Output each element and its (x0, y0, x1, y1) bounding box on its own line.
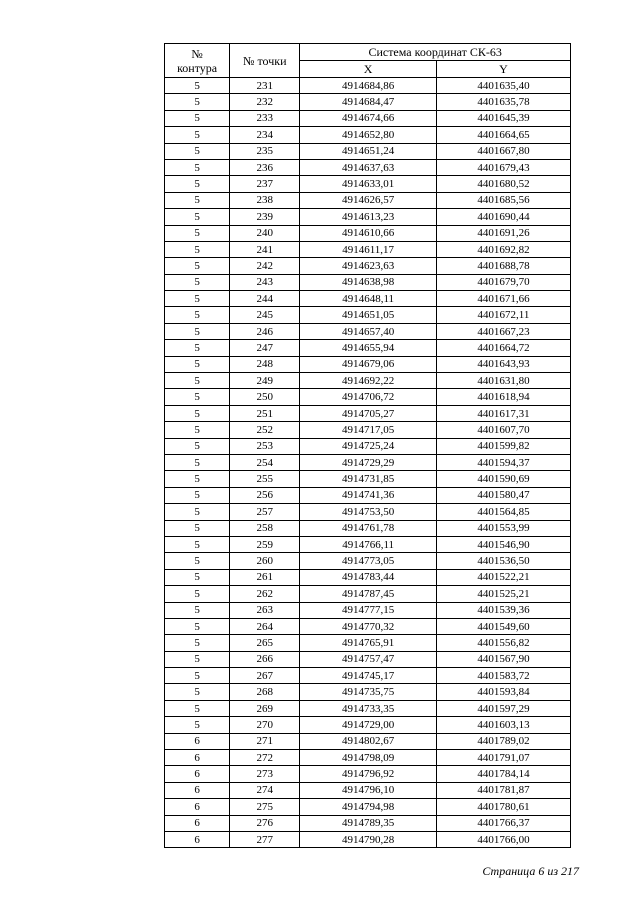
table-row (165, 831, 571, 847)
cell-x: 4914765,91 (300, 635, 437, 651)
cell-x: 4914766,11 (300, 536, 437, 552)
cell-contour: 5 (165, 422, 230, 438)
cell-x: 4914706,72 (300, 389, 437, 405)
table-row (165, 373, 571, 389)
cell-x: 4914611,17 (300, 241, 437, 257)
cell-y: 4401679,43 (436, 159, 570, 175)
cell-x: 4914610,66 (300, 225, 437, 241)
cell-contour: 5 (165, 225, 230, 241)
cell-point: 241 (230, 241, 300, 257)
cell-x: 4914794,98 (300, 799, 437, 815)
cell-y: 4401603,13 (436, 717, 570, 733)
cell-contour: 5 (165, 454, 230, 470)
cell-x: 4914729,29 (300, 454, 437, 470)
cell-y: 4401618,94 (436, 389, 570, 405)
table-row (165, 520, 571, 536)
cell-x: 4914679,06 (300, 356, 437, 372)
cell-x: 4914717,05 (300, 422, 437, 438)
cell-contour: 5 (165, 340, 230, 356)
table-header (165, 44, 571, 78)
cell-contour: 5 (165, 504, 230, 520)
cell-x: 4914783,44 (300, 569, 437, 585)
table-row (165, 340, 571, 356)
cell-contour: 5 (165, 700, 230, 716)
cell-point: 233 (230, 110, 300, 126)
cell-point: 267 (230, 668, 300, 684)
table-row (165, 750, 571, 766)
cell-point: 240 (230, 225, 300, 241)
cell-contour: 5 (165, 78, 230, 94)
cell-point: 238 (230, 192, 300, 208)
cell-point: 246 (230, 323, 300, 339)
cell-point: 268 (230, 684, 300, 700)
cell-contour: 6 (165, 782, 230, 798)
cell-point: 257 (230, 504, 300, 520)
cell-y: 4401635,40 (436, 78, 570, 94)
table-row (165, 569, 571, 585)
cell-y: 4401546,90 (436, 536, 570, 552)
table-row (165, 389, 571, 405)
table-row (165, 471, 571, 487)
cell-y: 4401791,07 (436, 750, 570, 766)
cell-contour: 5 (165, 176, 230, 192)
table-row (165, 553, 571, 569)
cell-y: 4401567,90 (436, 651, 570, 667)
cell-contour: 5 (165, 651, 230, 667)
table-row (165, 258, 571, 274)
cell-point: 276 (230, 815, 300, 831)
cell-point: 245 (230, 307, 300, 323)
table-row (165, 815, 571, 831)
table-row (165, 799, 571, 815)
cell-contour: 5 (165, 586, 230, 602)
cell-y: 4401780,61 (436, 799, 570, 815)
cell-x: 4914796,10 (300, 782, 437, 798)
table-row (165, 127, 571, 143)
cell-y: 4401766,00 (436, 831, 570, 847)
cell-x: 4914770,32 (300, 618, 437, 634)
cell-contour: 5 (165, 405, 230, 421)
cell-point: 263 (230, 602, 300, 618)
cell-x: 4914638,98 (300, 274, 437, 290)
cell-x: 4914652,80 (300, 127, 437, 143)
cell-point: 248 (230, 356, 300, 372)
table-row (165, 668, 571, 684)
cell-y: 4401671,66 (436, 291, 570, 307)
table-body (165, 78, 571, 848)
table-row (165, 274, 571, 290)
cell-y: 4401556,82 (436, 635, 570, 651)
cell-contour: 5 (165, 520, 230, 536)
cell-point: 265 (230, 635, 300, 651)
cell-point: 242 (230, 258, 300, 274)
header-contour-line2: контура (177, 60, 218, 75)
cell-contour: 6 (165, 831, 230, 847)
cell-contour: 5 (165, 438, 230, 454)
table-row (165, 618, 571, 634)
cell-x: 4914651,24 (300, 143, 437, 159)
cell-contour: 5 (165, 602, 230, 618)
table-row (165, 225, 571, 241)
cell-contour: 5 (165, 471, 230, 487)
cell-contour: 5 (165, 110, 230, 126)
cell-x: 4914733,35 (300, 700, 437, 716)
table-row (165, 504, 571, 520)
cell-y: 4401525,21 (436, 586, 570, 602)
cell-contour: 5 (165, 553, 230, 569)
table-row (165, 635, 571, 651)
table-row (165, 766, 571, 782)
cell-contour: 5 (165, 159, 230, 175)
table-row (165, 684, 571, 700)
cell-point: 262 (230, 586, 300, 602)
cell-contour: 5 (165, 143, 230, 159)
cell-contour: 5 (165, 241, 230, 257)
cell-point: 261 (230, 569, 300, 585)
cell-point: 253 (230, 438, 300, 454)
cell-x: 4914796,92 (300, 766, 437, 782)
cell-y: 4401667,80 (436, 143, 570, 159)
cell-x: 4914777,15 (300, 602, 437, 618)
cell-contour: 5 (165, 487, 230, 503)
cell-contour: 5 (165, 274, 230, 290)
cell-y: 4401607,70 (436, 422, 570, 438)
cell-x: 4914655,94 (300, 340, 437, 356)
cell-x: 4914692,22 (300, 373, 437, 389)
cell-x: 4914637,63 (300, 159, 437, 175)
cell-x: 4914633,01 (300, 176, 437, 192)
cell-y: 4401664,65 (436, 127, 570, 143)
cell-x: 4914623,63 (300, 258, 437, 274)
table-row (165, 192, 571, 208)
cell-point: 244 (230, 291, 300, 307)
cell-x: 4914657,40 (300, 323, 437, 339)
cell-y: 4401664,72 (436, 340, 570, 356)
cell-point: 251 (230, 405, 300, 421)
cell-x: 4914626,57 (300, 192, 437, 208)
cell-y: 4401564,85 (436, 504, 570, 520)
cell-x: 4914787,45 (300, 586, 437, 602)
cell-point: 237 (230, 176, 300, 192)
cell-y: 4401692,82 (436, 241, 570, 257)
table-row (165, 586, 571, 602)
cell-y: 4401667,23 (436, 323, 570, 339)
cell-y: 4401690,44 (436, 209, 570, 225)
cell-point: 236 (230, 159, 300, 175)
cell-contour: 5 (165, 389, 230, 405)
cell-x: 4914735,75 (300, 684, 437, 700)
cell-y: 4401680,52 (436, 176, 570, 192)
cell-point: 271 (230, 733, 300, 749)
cell-y: 4401688,78 (436, 258, 570, 274)
cell-point: 277 (230, 831, 300, 847)
table-row (165, 307, 571, 323)
cell-contour: 5 (165, 618, 230, 634)
cell-x: 4914674,66 (300, 110, 437, 126)
page-number: Страница 6 из 217 (482, 864, 579, 878)
cell-y: 4401553,99 (436, 520, 570, 536)
cell-contour: 5 (165, 323, 230, 339)
cell-y: 4401679,70 (436, 274, 570, 290)
cell-x: 4914802,67 (300, 733, 437, 749)
header-y: Y (436, 61, 570, 78)
cell-y: 4401617,31 (436, 405, 570, 421)
cell-y: 4401594,37 (436, 454, 570, 470)
table-row (165, 700, 571, 716)
cell-contour: 5 (165, 94, 230, 110)
cell-x: 4914773,05 (300, 553, 437, 569)
cell-y: 4401549,60 (436, 618, 570, 634)
table-row (165, 356, 571, 372)
cell-point: 273 (230, 766, 300, 782)
cell-contour: 5 (165, 373, 230, 389)
table-row (165, 143, 571, 159)
cell-point: 243 (230, 274, 300, 290)
cell-contour: 6 (165, 766, 230, 782)
cell-y: 4401536,50 (436, 553, 570, 569)
cell-x: 4914790,28 (300, 831, 437, 847)
cell-point: 266 (230, 651, 300, 667)
cell-y: 4401691,26 (436, 225, 570, 241)
cell-contour: 5 (165, 356, 230, 372)
cell-contour: 5 (165, 307, 230, 323)
header-coordinate-system: Система координат СК-63 (300, 44, 571, 61)
cell-contour: 6 (165, 799, 230, 815)
cell-point: 235 (230, 143, 300, 159)
table-row (165, 454, 571, 470)
table-row (165, 323, 571, 339)
cell-x: 4914648,11 (300, 291, 437, 307)
cell-x: 4914705,27 (300, 405, 437, 421)
cell-x: 4914684,47 (300, 94, 437, 110)
cell-point: 231 (230, 78, 300, 94)
cell-x: 4914798,09 (300, 750, 437, 766)
cell-point: 258 (230, 520, 300, 536)
cell-contour: 5 (165, 717, 230, 733)
table-row (165, 717, 571, 733)
cell-y: 4401685,56 (436, 192, 570, 208)
cell-contour: 5 (165, 668, 230, 684)
table-row (165, 209, 571, 225)
cell-point: 252 (230, 422, 300, 438)
cell-point: 256 (230, 487, 300, 503)
cell-contour: 6 (165, 750, 230, 766)
cell-contour: 5 (165, 569, 230, 585)
cell-point: 249 (230, 373, 300, 389)
table-row (165, 651, 571, 667)
table-row (165, 536, 571, 552)
cell-contour: 5 (165, 536, 230, 552)
cell-y: 4401631,80 (436, 373, 570, 389)
cell-y: 4401539,36 (436, 602, 570, 618)
table-row (165, 94, 571, 110)
table-row (165, 110, 571, 126)
cell-point: 250 (230, 389, 300, 405)
cell-contour: 5 (165, 127, 230, 143)
cell-y: 4401643,93 (436, 356, 570, 372)
table-row (165, 733, 571, 749)
cell-y: 4401645,39 (436, 110, 570, 126)
table-row (165, 241, 571, 257)
cell-point: 274 (230, 782, 300, 798)
cell-y: 4401635,78 (436, 94, 570, 110)
cell-contour: 5 (165, 635, 230, 651)
cell-y: 4401781,87 (436, 782, 570, 798)
cell-y: 4401580,47 (436, 487, 570, 503)
cell-point: 275 (230, 799, 300, 815)
coordinates-table (164, 43, 571, 848)
cell-x: 4914789,35 (300, 815, 437, 831)
cell-contour: 5 (165, 684, 230, 700)
table-row (165, 159, 571, 175)
cell-point: 260 (230, 553, 300, 569)
cell-point: 272 (230, 750, 300, 766)
cell-x: 4914761,78 (300, 520, 437, 536)
cell-point: 269 (230, 700, 300, 716)
cell-point: 239 (230, 209, 300, 225)
table-row (165, 782, 571, 798)
cell-point: 254 (230, 454, 300, 470)
cell-contour: 6 (165, 733, 230, 749)
cell-point: 255 (230, 471, 300, 487)
table-row (165, 487, 571, 503)
cell-y: 4401784,14 (436, 766, 570, 782)
cell-y: 4401672,11 (436, 307, 570, 323)
cell-point: 270 (230, 717, 300, 733)
cell-y: 4401599,82 (436, 438, 570, 454)
table-row (165, 422, 571, 438)
cell-y: 4401583,72 (436, 668, 570, 684)
header-contour (165, 44, 230, 78)
table-row (165, 602, 571, 618)
cell-x: 4914729,00 (300, 717, 437, 733)
cell-x: 4914613,23 (300, 209, 437, 225)
cell-x: 4914651,05 (300, 307, 437, 323)
cell-x: 4914757,47 (300, 651, 437, 667)
cell-point: 264 (230, 618, 300, 634)
cell-y: 4401590,69 (436, 471, 570, 487)
header-point: № точки (230, 44, 300, 78)
cell-contour: 5 (165, 258, 230, 274)
table-row (165, 438, 571, 454)
header-x: X (300, 61, 437, 78)
cell-y: 4401789,02 (436, 733, 570, 749)
cell-y: 4401766,37 (436, 815, 570, 831)
cell-y: 4401597,29 (436, 700, 570, 716)
cell-point: 232 (230, 94, 300, 110)
table-row (165, 176, 571, 192)
cell-x: 4914745,17 (300, 668, 437, 684)
cell-x: 4914725,24 (300, 438, 437, 454)
cell-y: 4401593,84 (436, 684, 570, 700)
cell-y: 4401522,21 (436, 569, 570, 585)
cell-x: 4914753,50 (300, 504, 437, 520)
cell-point: 247 (230, 340, 300, 356)
table-row (165, 78, 571, 94)
table-row (165, 291, 571, 307)
cell-x: 4914741,36 (300, 487, 437, 503)
cell-point: 234 (230, 127, 300, 143)
table-row (165, 405, 571, 421)
cell-contour: 5 (165, 209, 230, 225)
header-contour-line1: № (191, 46, 203, 61)
cell-point: 259 (230, 536, 300, 552)
cell-x: 4914684,86 (300, 78, 437, 94)
cell-contour: 5 (165, 192, 230, 208)
cell-x: 4914731,85 (300, 471, 437, 487)
cell-contour: 6 (165, 815, 230, 831)
cell-contour: 5 (165, 291, 230, 307)
